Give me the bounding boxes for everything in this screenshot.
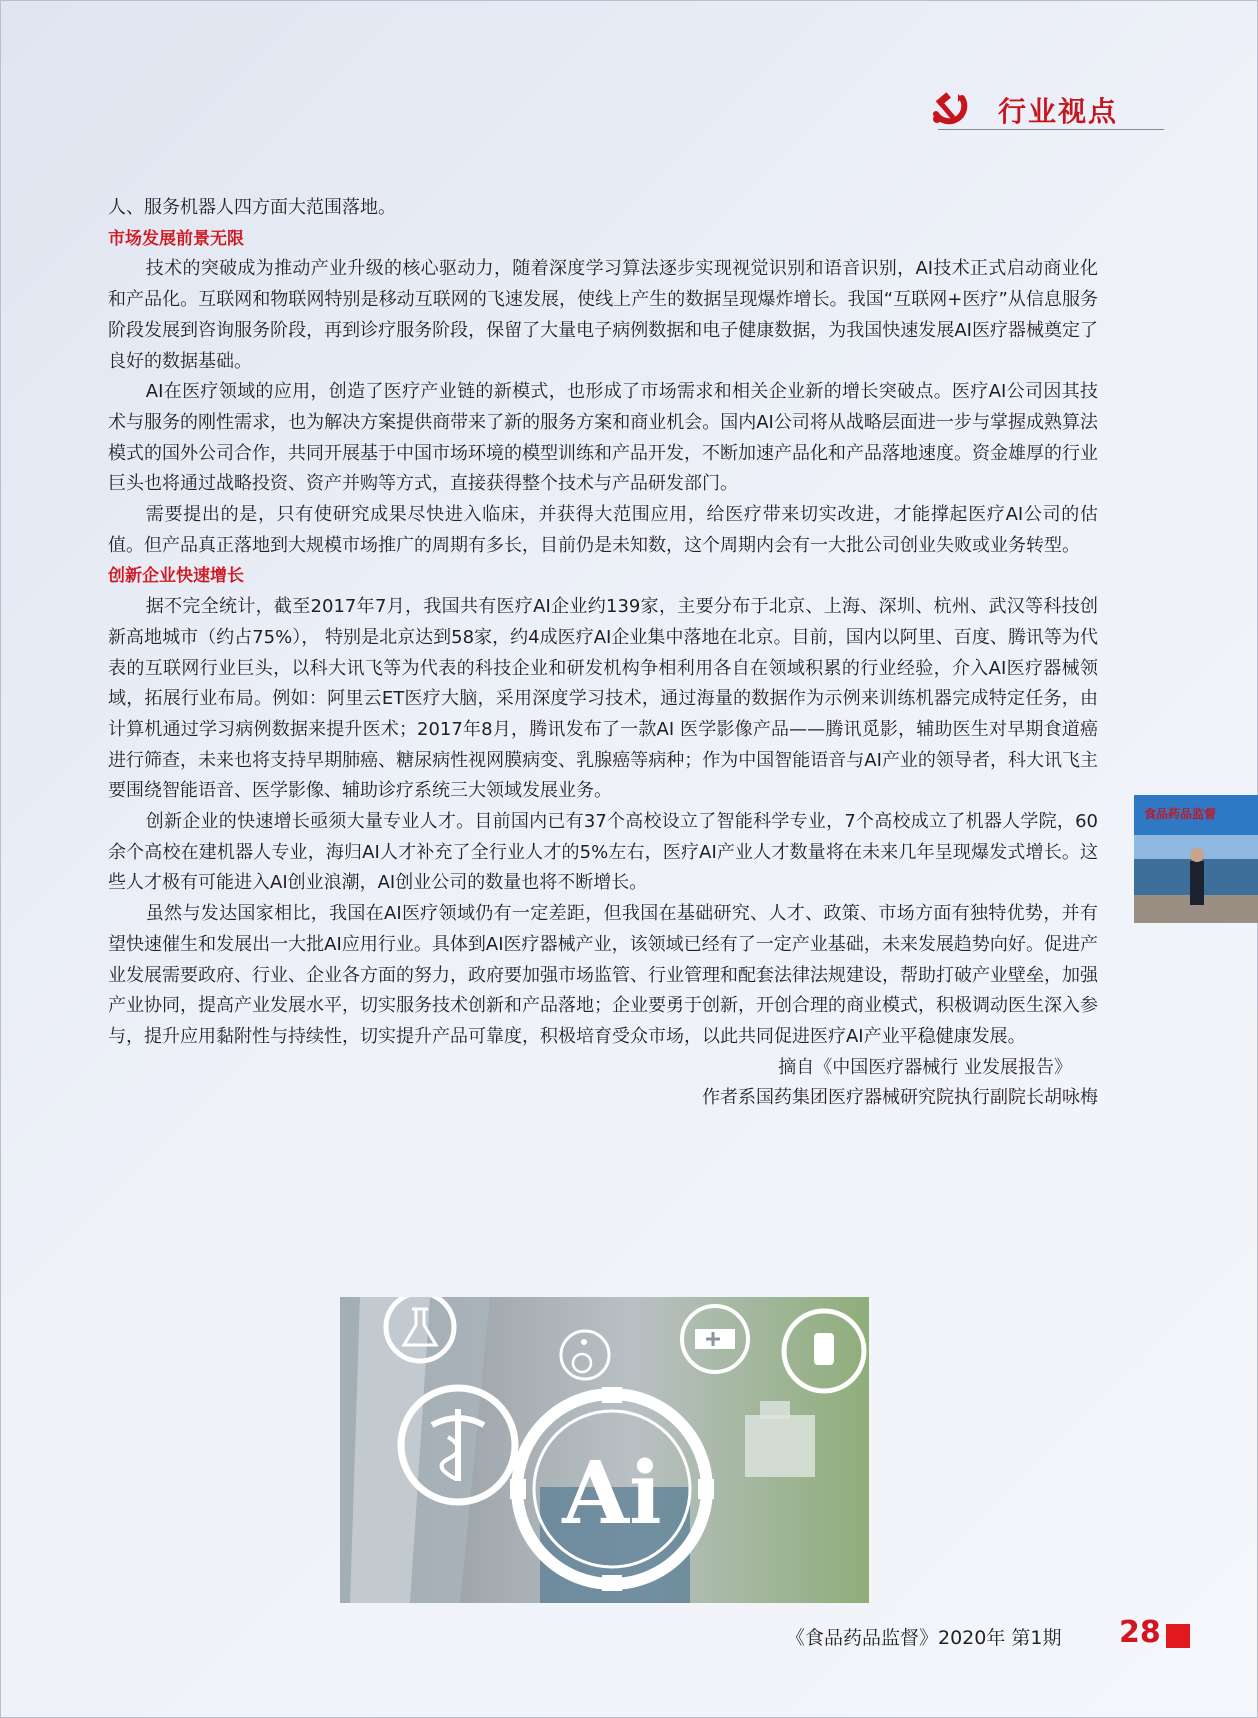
section-header: [928, 86, 1164, 132]
subheading: 市场发展前景无限: [108, 228, 244, 249]
source-citation: 摘自《中国医疗器械行 业发展报告》: [778, 1056, 1072, 1078]
publication-info: 《食品药品监督》2020年 第1期: [786, 1627, 1062, 1649]
page-footer: [786, 1617, 1186, 1653]
ai-logo-text: Ai: [562, 1443, 662, 1544]
paragraph-continuation: 人、服务机器人四方面大范围落地。: [108, 197, 396, 218]
article-body: [108, 193, 1098, 1114]
section-title: 行业视点: [998, 95, 1119, 128]
subheading: 创新企业快速增长: [108, 566, 244, 587]
paragraph: AI在医疗领域的应用，创造了医疗产业链的新模式，也形成了市场需求和相关企业新的增长突破点。医疗AI公司因其技术与服务的刚性需求，也为解决方案提供商带来了新的服务方案和商业机会。国内AI公司将从战略层面进一步与掌握成熟算法模式的国外公司合作，共同开展基于中国市场环境的模型训练和产品开发，不断加速产品化和产品落地速度。资金雄厚的行业巨头也将通过战略投资、资产并购等方式，直接获得整个技术与产品研发部门。: [108, 381, 1098, 495]
author-line: 作者系国药集团医疗器械研究院执行副院长胡咏梅: [702, 1087, 1098, 1109]
ai-medical-illustration: [340, 1297, 869, 1603]
paragraph: 据不完全统计，截至2017年7月，我国共有医疗AI企业约139家，主要分布于北京、上海、深圳、杭州、武汉等科技创新高地城市（约占75%）， 特别是北京达到58家，约4成医疗AI企业集中落地在北京。目前，国内以阿里、百度、腾讯等为代表的互联网行业巨头，以科大讯飞等为代表的科技企业和研发机构争相利用各自在领域积累的行业经验，介入AI医疗器械领域，拓展行业布局。例如：阿里云ET医疗大脑，采用深度学习技术，通过海量的数据作为示例来训练机器完成特定任务，由计算机通过学习病例数据来提升医术；2017年8月，腾讯发布了一款AI 医学影像产品——腾讯觅影，辅助医生对早期食道癌进行筛查，未来也将支持早期肺癌、糖尿病性视网膜病变、乳腺癌等病种；作为中国智能语音与AI产业的领导者，科大讯飞主要围绕智能语音、医学影像、辅助诊疗系统三大领域发展业务。: [108, 596, 1098, 802]
page-marker: [1166, 1624, 1190, 1648]
header-rule: [938, 129, 1164, 130]
paragraph: 需要提出的是，只有使研究成果尽快进入临床，并获得大范围应用，给医疗带来切实改进，才能撑起医疗AI公司的估值。但产品真正落地到大规模市场推广的周期有多长，目前仍是未知数，这个周期内会有一大批公司创业失败或业务转型。: [108, 504, 1098, 556]
paragraph: 虽然与发达国家相比，我国在AI医疗领域仍有一定差距，但我国在基础研究、人才、政策、市场方面有独特优势，并有望快速催生和发展出一大批AI应用行业。具体到AI医疗器械产业，该领域已经有了一定产业基础，未来发展趋势向好。促进产业发展需要政府、行业、企业各方面的努力，政府要加强市场监管、行业管理和配套法律法规建设，帮助打破产业壁垒，加强产业协同，提高产业发展水平，切实服务技术创新和产品落地；企业要勇于创新，开创合理的商业模式，积极调动医生深入参与，提升应用黏附性与持续性，切实提升产品可靠度，积极培育受众市场，以此共同促进医疗AI产业平稳健康发展。: [108, 903, 1098, 1047]
hammer-sickle-icon: [928, 88, 968, 128]
paragraph: 创新企业的快速增长亟须大量专业人才。目前国内已有37个高校设立了智能科学专业，7个高校成立了机器人学院，60余个高校在建机器人专业，海归AI人才补充了全行业人才的5%左右，医疗AI产业人才数量将在未来几年呈现爆发式增长。这些人才极有可能进入AI创业浪潮，AI创业公司的数量也将不断增长。: [108, 811, 1098, 894]
paragraph: 技术的突破成为推动产业升级的核心驱动力，随着深度学习算法逐步实现视觉识别和语音识别，AI技术正式启动商业化和产品化。互联网和物联网特别是移动互联网的飞速发展，使线上产生的数据呈现爆炸增长。我国“互联网+医疗”从信息服务阶段发展到咨询服务阶段，再到诊疗服务阶段，保留了大量电子病例数据和电子健康数据，为我国快速发展AI医疗器械奠定了良好的数据基础。: [108, 258, 1098, 372]
page-number: 28: [1119, 1615, 1161, 1650]
side-thumbnail-label: 食品药品监督: [1144, 807, 1217, 821]
